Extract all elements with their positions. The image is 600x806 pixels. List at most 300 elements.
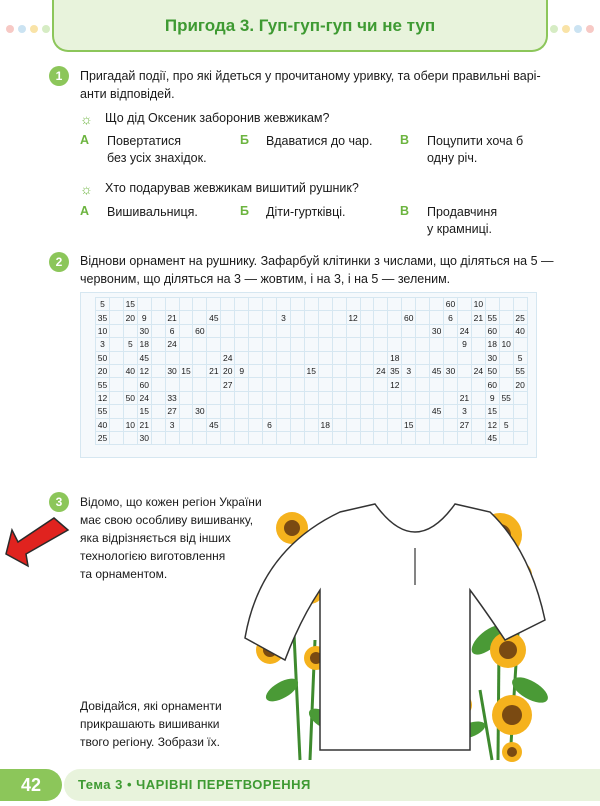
grid-cell[interactable] bbox=[290, 364, 304, 377]
grid-cell[interactable] bbox=[374, 431, 388, 444]
grid-cell[interactable] bbox=[499, 298, 513, 311]
grid-cell[interactable]: 30 bbox=[165, 364, 179, 377]
grid-cell[interactable] bbox=[374, 311, 388, 324]
grid-cell[interactable] bbox=[304, 311, 318, 324]
grid-cell[interactable] bbox=[207, 338, 221, 351]
grid-cell[interactable] bbox=[346, 324, 360, 337]
grid-cell[interactable]: 3 bbox=[96, 338, 110, 351]
grid-cell[interactable]: 45 bbox=[137, 351, 151, 364]
q1-option-b-line1[interactable]: Вдаватися до чар. bbox=[266, 134, 373, 148]
grid-cell[interactable] bbox=[304, 431, 318, 444]
grid-cell[interactable] bbox=[457, 311, 471, 324]
q2-option-a-line1[interactable]: Вишивальниця. bbox=[107, 205, 198, 219]
grid-cell[interactable] bbox=[179, 405, 193, 418]
grid-cell[interactable] bbox=[109, 311, 123, 324]
grid-cell[interactable] bbox=[151, 338, 165, 351]
grid-cell[interactable] bbox=[179, 298, 193, 311]
grid-cell[interactable] bbox=[109, 324, 123, 337]
grid-cell[interactable] bbox=[235, 391, 249, 404]
grid-cell[interactable]: 6 bbox=[444, 311, 458, 324]
grid-cell[interactable] bbox=[276, 298, 290, 311]
grid-cell[interactable]: 30 bbox=[430, 324, 444, 337]
grid-cell[interactable] bbox=[290, 431, 304, 444]
grid-cell[interactable] bbox=[360, 418, 374, 431]
grid-cell[interactable] bbox=[235, 418, 249, 431]
grid-cell[interactable] bbox=[304, 338, 318, 351]
grid-cell[interactable] bbox=[346, 351, 360, 364]
grid-cell[interactable] bbox=[513, 391, 527, 404]
grid-cell[interactable]: 45 bbox=[430, 364, 444, 377]
grid-cell[interactable] bbox=[276, 418, 290, 431]
grid-cell[interactable]: 3 bbox=[165, 418, 179, 431]
grid-cell[interactable] bbox=[416, 405, 430, 418]
grid-cell[interactable] bbox=[221, 391, 235, 404]
grid-cell[interactable] bbox=[388, 298, 402, 311]
grid-cell[interactable] bbox=[165, 378, 179, 391]
grid-cell[interactable]: 21 bbox=[471, 311, 485, 324]
grid-cell[interactable] bbox=[263, 298, 277, 311]
grid-cell[interactable]: 60 bbox=[137, 378, 151, 391]
grid-cell[interactable]: 45 bbox=[430, 405, 444, 418]
grid-cell[interactable]: 40 bbox=[96, 418, 110, 431]
grid-cell[interactable] bbox=[249, 405, 263, 418]
grid-cell[interactable] bbox=[123, 431, 137, 444]
grid-cell[interactable] bbox=[263, 324, 277, 337]
grid-cell[interactable] bbox=[444, 378, 458, 391]
grid-cell[interactable]: 55 bbox=[513, 364, 527, 377]
grid-cell[interactable] bbox=[179, 324, 193, 337]
grid-cell[interactable] bbox=[263, 391, 277, 404]
grid-cell[interactable] bbox=[457, 298, 471, 311]
grid-cell[interactable]: 9 bbox=[137, 311, 151, 324]
grid-cell[interactable] bbox=[402, 378, 416, 391]
grid-cell[interactable] bbox=[165, 351, 179, 364]
grid-cell[interactable] bbox=[402, 351, 416, 364]
grid-cell[interactable]: 55 bbox=[96, 405, 110, 418]
grid-cell[interactable] bbox=[346, 391, 360, 404]
grid-cell[interactable] bbox=[290, 351, 304, 364]
grid-cell[interactable]: 12 bbox=[96, 391, 110, 404]
grid-cell[interactable]: 5 bbox=[499, 418, 513, 431]
grid-cell[interactable] bbox=[332, 391, 346, 404]
grid-cell[interactable] bbox=[374, 324, 388, 337]
grid-cell[interactable] bbox=[388, 338, 402, 351]
grid-cell[interactable] bbox=[318, 324, 332, 337]
grid-cell[interactable] bbox=[276, 391, 290, 404]
grid-cell[interactable]: 40 bbox=[513, 324, 527, 337]
grid-cell[interactable]: 6 bbox=[263, 418, 277, 431]
grid-cell[interactable] bbox=[179, 391, 193, 404]
grid-cell[interactable] bbox=[290, 298, 304, 311]
grid-cell[interactable] bbox=[290, 311, 304, 324]
grid-cell[interactable]: 30 bbox=[137, 324, 151, 337]
grid-cell[interactable]: 27 bbox=[457, 418, 471, 431]
grid-cell[interactable] bbox=[221, 338, 235, 351]
grid-cell[interactable] bbox=[151, 391, 165, 404]
grid-cell[interactable] bbox=[318, 405, 332, 418]
grid-cell[interactable] bbox=[235, 431, 249, 444]
grid-cell[interactable]: 45 bbox=[207, 418, 221, 431]
grid-cell[interactable] bbox=[263, 338, 277, 351]
grid-cell[interactable]: 9 bbox=[235, 364, 249, 377]
grid-cell[interactable] bbox=[318, 311, 332, 324]
grid-cell[interactable] bbox=[332, 431, 346, 444]
grid-cell[interactable] bbox=[360, 351, 374, 364]
grid-cell[interactable] bbox=[318, 298, 332, 311]
grid-cell[interactable] bbox=[430, 391, 444, 404]
grid-cell[interactable] bbox=[179, 418, 193, 431]
grid-cell[interactable] bbox=[207, 405, 221, 418]
grid-cell[interactable] bbox=[263, 364, 277, 377]
grid-cell[interactable]: 30 bbox=[193, 405, 207, 418]
grid-cell[interactable] bbox=[249, 351, 263, 364]
grid-cell[interactable]: 21 bbox=[137, 418, 151, 431]
grid-cell[interactable] bbox=[276, 351, 290, 364]
grid-cell[interactable] bbox=[402, 405, 416, 418]
grid-cell[interactable]: 18 bbox=[137, 338, 151, 351]
grid-cell[interactable]: 20 bbox=[513, 378, 527, 391]
grid-cell[interactable] bbox=[346, 364, 360, 377]
grid-cell[interactable]: 18 bbox=[485, 338, 499, 351]
grid-cell[interactable] bbox=[430, 311, 444, 324]
grid-cell[interactable] bbox=[388, 311, 402, 324]
grid-cell[interactable] bbox=[471, 405, 485, 418]
grid-cell[interactable] bbox=[290, 405, 304, 418]
grid-cell[interactable] bbox=[318, 378, 332, 391]
grid-cell[interactable] bbox=[207, 324, 221, 337]
grid-cell[interactable] bbox=[402, 324, 416, 337]
grid-cell[interactable] bbox=[374, 391, 388, 404]
grid-cell[interactable] bbox=[318, 351, 332, 364]
grid-cell[interactable] bbox=[221, 431, 235, 444]
grid-cell[interactable]: 20 bbox=[96, 364, 110, 377]
grid-cell[interactable] bbox=[109, 364, 123, 377]
grid-cell[interactable] bbox=[179, 311, 193, 324]
grid-cell[interactable]: 60 bbox=[444, 298, 458, 311]
grid-cell[interactable]: 15 bbox=[485, 405, 499, 418]
grid-cell[interactable] bbox=[304, 324, 318, 337]
grid-cell[interactable]: 9 bbox=[457, 338, 471, 351]
grid-cell[interactable] bbox=[430, 418, 444, 431]
grid-cell[interactable]: 6 bbox=[165, 324, 179, 337]
grid-cell[interactable] bbox=[263, 311, 277, 324]
grid-cell[interactable] bbox=[249, 431, 263, 444]
grid-cell[interactable] bbox=[276, 324, 290, 337]
grid-cell[interactable] bbox=[304, 418, 318, 431]
grid-cell[interactable] bbox=[123, 378, 137, 391]
grid-cell[interactable] bbox=[179, 351, 193, 364]
grid-cell[interactable] bbox=[388, 405, 402, 418]
grid-cell[interactable] bbox=[416, 351, 430, 364]
grid-cell[interactable]: 27 bbox=[221, 378, 235, 391]
grid-cell[interactable] bbox=[346, 405, 360, 418]
grid-cell[interactable] bbox=[444, 324, 458, 337]
grid-cell[interactable] bbox=[346, 418, 360, 431]
grid-cell[interactable] bbox=[151, 405, 165, 418]
grid-cell[interactable]: 40 bbox=[123, 364, 137, 377]
grid-cell[interactable] bbox=[290, 418, 304, 431]
grid-cell[interactable] bbox=[207, 298, 221, 311]
grid-cell[interactable] bbox=[374, 351, 388, 364]
grid-cell[interactable] bbox=[207, 391, 221, 404]
grid-cell[interactable] bbox=[304, 378, 318, 391]
grid-cell[interactable] bbox=[290, 391, 304, 404]
grid-cell[interactable]: 9 bbox=[485, 391, 499, 404]
grid-cell[interactable] bbox=[249, 324, 263, 337]
grid-cell[interactable] bbox=[471, 391, 485, 404]
grid-cell[interactable] bbox=[276, 378, 290, 391]
grid-cell[interactable]: 35 bbox=[96, 311, 110, 324]
grid-cell[interactable] bbox=[485, 298, 499, 311]
grid-cell[interactable] bbox=[249, 391, 263, 404]
grid-cell[interactable] bbox=[332, 418, 346, 431]
grid-cell[interactable] bbox=[193, 378, 207, 391]
grid-cell[interactable] bbox=[193, 311, 207, 324]
grid-cell[interactable]: 12 bbox=[137, 364, 151, 377]
grid-cell[interactable] bbox=[235, 324, 249, 337]
grid-cell[interactable] bbox=[179, 338, 193, 351]
grid-cell[interactable] bbox=[221, 405, 235, 418]
grid-cell[interactable]: 15 bbox=[179, 364, 193, 377]
grid-cell[interactable] bbox=[499, 311, 513, 324]
grid-cell[interactable] bbox=[374, 405, 388, 418]
grid-cell[interactable] bbox=[123, 351, 137, 364]
grid-cell[interactable] bbox=[346, 431, 360, 444]
grid-cell[interactable] bbox=[360, 364, 374, 377]
grid-cell[interactable] bbox=[416, 338, 430, 351]
grid-cell[interactable]: 21 bbox=[165, 311, 179, 324]
grid-cell[interactable] bbox=[346, 298, 360, 311]
grid-cell[interactable] bbox=[193, 338, 207, 351]
grid-cell[interactable] bbox=[221, 298, 235, 311]
grid-cell[interactable]: 24 bbox=[457, 324, 471, 337]
grid-cell[interactable] bbox=[360, 298, 374, 311]
grid-cell[interactable] bbox=[137, 298, 151, 311]
grid-cell[interactable]: 10 bbox=[96, 324, 110, 337]
grid-cell[interactable] bbox=[179, 378, 193, 391]
grid-cell[interactable]: 50 bbox=[96, 351, 110, 364]
grid-cell[interactable] bbox=[402, 431, 416, 444]
grid-cell[interactable] bbox=[276, 364, 290, 377]
grid-cell[interactable] bbox=[360, 431, 374, 444]
grid-cell[interactable] bbox=[109, 338, 123, 351]
grid-cell[interactable] bbox=[151, 364, 165, 377]
grid-cell[interactable] bbox=[430, 338, 444, 351]
grid-cell[interactable] bbox=[304, 391, 318, 404]
grid-cell[interactable] bbox=[263, 405, 277, 418]
grid-cell[interactable] bbox=[416, 364, 430, 377]
grid-cell[interactable] bbox=[263, 351, 277, 364]
grid-cell[interactable] bbox=[499, 351, 513, 364]
grid-cell[interactable]: 10 bbox=[123, 418, 137, 431]
grid-cell[interactable] bbox=[249, 311, 263, 324]
grid-cell[interactable] bbox=[235, 378, 249, 391]
grid-cell[interactable] bbox=[416, 378, 430, 391]
grid-cell[interactable]: 24 bbox=[221, 351, 235, 364]
grid-cell[interactable]: 20 bbox=[221, 364, 235, 377]
grid-cell[interactable] bbox=[499, 324, 513, 337]
grid-cell[interactable]: 15 bbox=[123, 298, 137, 311]
grid-cell[interactable]: 30 bbox=[137, 431, 151, 444]
grid-cell[interactable] bbox=[276, 405, 290, 418]
grid-cell[interactable] bbox=[109, 351, 123, 364]
grid-cell[interactable]: 45 bbox=[485, 431, 499, 444]
grid-cell[interactable] bbox=[499, 378, 513, 391]
grid-cell[interactable] bbox=[207, 378, 221, 391]
grid-cell[interactable]: 15 bbox=[402, 418, 416, 431]
grid-cell[interactable] bbox=[457, 431, 471, 444]
grid-cell[interactable] bbox=[109, 378, 123, 391]
grid-cell[interactable] bbox=[109, 431, 123, 444]
grid-cell[interactable] bbox=[374, 298, 388, 311]
grid-cell[interactable] bbox=[318, 338, 332, 351]
grid-cell[interactable] bbox=[430, 351, 444, 364]
grid-cell[interactable] bbox=[360, 338, 374, 351]
grid-cell[interactable] bbox=[471, 418, 485, 431]
grid-cell[interactable] bbox=[430, 298, 444, 311]
grid-cell[interactable] bbox=[235, 405, 249, 418]
grid-cell[interactable] bbox=[360, 324, 374, 337]
grid-cell[interactable] bbox=[457, 364, 471, 377]
grid-cell[interactable] bbox=[221, 418, 235, 431]
grid-cell[interactable]: 21 bbox=[457, 391, 471, 404]
grid-cell[interactable] bbox=[207, 351, 221, 364]
q2-option-v-line1[interactable]: Продавчиня bbox=[427, 205, 498, 219]
grid-cell[interactable] bbox=[360, 391, 374, 404]
grid-cell[interactable] bbox=[193, 351, 207, 364]
grid-cell[interactable] bbox=[471, 351, 485, 364]
grid-cell[interactable]: 60 bbox=[193, 324, 207, 337]
grid-cell[interactable] bbox=[416, 418, 430, 431]
grid-cell[interactable] bbox=[151, 324, 165, 337]
grid-cell[interactable] bbox=[249, 378, 263, 391]
q1-option-v-line2[interactable]: одну річ. bbox=[427, 151, 478, 165]
grid-cell[interactable]: 24 bbox=[471, 364, 485, 377]
grid-cell[interactable] bbox=[444, 431, 458, 444]
grid-cell[interactable] bbox=[332, 364, 346, 377]
grid-cell[interactable] bbox=[221, 324, 235, 337]
grid-cell[interactable] bbox=[457, 378, 471, 391]
grid-cell[interactable]: 15 bbox=[137, 405, 151, 418]
grid-cell[interactable] bbox=[179, 431, 193, 444]
grid-cell[interactable] bbox=[123, 324, 137, 337]
grid-cell[interactable]: 3 bbox=[457, 405, 471, 418]
grid-cell[interactable]: 20 bbox=[123, 311, 137, 324]
grid-cell[interactable] bbox=[388, 391, 402, 404]
grid-cell[interactable] bbox=[444, 351, 458, 364]
grid-cell[interactable]: 18 bbox=[388, 351, 402, 364]
grid-cell[interactable] bbox=[151, 298, 165, 311]
grid-cell[interactable]: 3 bbox=[276, 311, 290, 324]
grid-cell[interactable] bbox=[165, 298, 179, 311]
grid-cell[interactable] bbox=[235, 338, 249, 351]
grid-cell[interactable] bbox=[402, 298, 416, 311]
grid-cell[interactable]: 33 bbox=[165, 391, 179, 404]
grid-cell[interactable]: 60 bbox=[402, 311, 416, 324]
grid-cell[interactable] bbox=[374, 418, 388, 431]
grid-cell[interactable] bbox=[471, 324, 485, 337]
grid-cell[interactable]: 5 bbox=[513, 351, 527, 364]
grid-cell[interactable]: 24 bbox=[165, 338, 179, 351]
grid-cell[interactable]: 5 bbox=[96, 298, 110, 311]
grid-cell[interactable]: 30 bbox=[444, 364, 458, 377]
grid-cell[interactable] bbox=[151, 431, 165, 444]
grid-cell[interactable]: 10 bbox=[471, 298, 485, 311]
grid-cell[interactable] bbox=[416, 391, 430, 404]
grid-cell[interactable] bbox=[249, 338, 263, 351]
grid-cell[interactable]: 55 bbox=[499, 391, 513, 404]
grid-cell[interactable] bbox=[499, 431, 513, 444]
grid-cell[interactable] bbox=[513, 298, 527, 311]
grid-cell[interactable] bbox=[109, 418, 123, 431]
grid-cell[interactable]: 24 bbox=[137, 391, 151, 404]
grid-cell[interactable] bbox=[193, 418, 207, 431]
grid-cell[interactable] bbox=[332, 311, 346, 324]
grid-cell[interactable] bbox=[346, 378, 360, 391]
grid-cell[interactable] bbox=[249, 418, 263, 431]
grid-cell[interactable]: 60 bbox=[485, 324, 499, 337]
q2-option-b-line1[interactable]: Діти-гуртківці. bbox=[266, 205, 346, 219]
grid-cell[interactable]: 30 bbox=[485, 351, 499, 364]
grid-cell[interactable] bbox=[457, 351, 471, 364]
grid-cell[interactable]: 12 bbox=[346, 311, 360, 324]
grid-cell[interactable] bbox=[263, 378, 277, 391]
grid-cell[interactable] bbox=[444, 338, 458, 351]
grid-cell[interactable] bbox=[235, 311, 249, 324]
grid-cell[interactable] bbox=[374, 338, 388, 351]
grid-cell[interactable] bbox=[290, 338, 304, 351]
grid-cell[interactable] bbox=[249, 298, 263, 311]
grid-cell[interactable] bbox=[513, 431, 527, 444]
grid-cell[interactable] bbox=[318, 431, 332, 444]
grid-cell[interactable] bbox=[360, 405, 374, 418]
grid-cell[interactable] bbox=[151, 351, 165, 364]
grid-cell[interactable] bbox=[276, 338, 290, 351]
grid-cell[interactable] bbox=[430, 431, 444, 444]
grid-cell[interactable]: 50 bbox=[123, 391, 137, 404]
grid-cell[interactable]: 5 bbox=[123, 338, 137, 351]
grid-cell[interactable]: 12 bbox=[388, 378, 402, 391]
grid-cell[interactable] bbox=[402, 391, 416, 404]
grid-cell[interactable] bbox=[513, 418, 527, 431]
grid-cell[interactable] bbox=[513, 405, 527, 418]
grid-cell[interactable] bbox=[513, 338, 527, 351]
grid-cell[interactable] bbox=[235, 298, 249, 311]
grid-cell[interactable] bbox=[109, 298, 123, 311]
q1-option-a-line1[interactable]: Повертатися bbox=[107, 134, 182, 148]
grid-cell[interactable] bbox=[499, 405, 513, 418]
grid-cell[interactable] bbox=[471, 338, 485, 351]
q1-option-a-line2[interactable]: без усіх знахідок. bbox=[107, 151, 207, 165]
grid-cell[interactable] bbox=[374, 378, 388, 391]
grid-cell[interactable]: 18 bbox=[318, 418, 332, 431]
grid-cell[interactable] bbox=[416, 431, 430, 444]
grid-cell[interactable] bbox=[193, 298, 207, 311]
grid-cell[interactable] bbox=[193, 431, 207, 444]
grid-cell[interactable] bbox=[165, 431, 179, 444]
grid-cell[interactable]: 50 bbox=[485, 364, 499, 377]
q1-option-v-line1[interactable]: Поцупити хоча б bbox=[427, 134, 524, 148]
grid-cell[interactable] bbox=[444, 418, 458, 431]
grid-cell[interactable] bbox=[207, 431, 221, 444]
grid-cell[interactable] bbox=[109, 391, 123, 404]
grid-cell[interactable] bbox=[151, 418, 165, 431]
grid-cell[interactable]: 21 bbox=[207, 364, 221, 377]
grid-cell[interactable]: 55 bbox=[96, 378, 110, 391]
grid-cell[interactable] bbox=[318, 391, 332, 404]
grid-cell[interactable] bbox=[360, 311, 374, 324]
grid-cell[interactable] bbox=[193, 364, 207, 377]
